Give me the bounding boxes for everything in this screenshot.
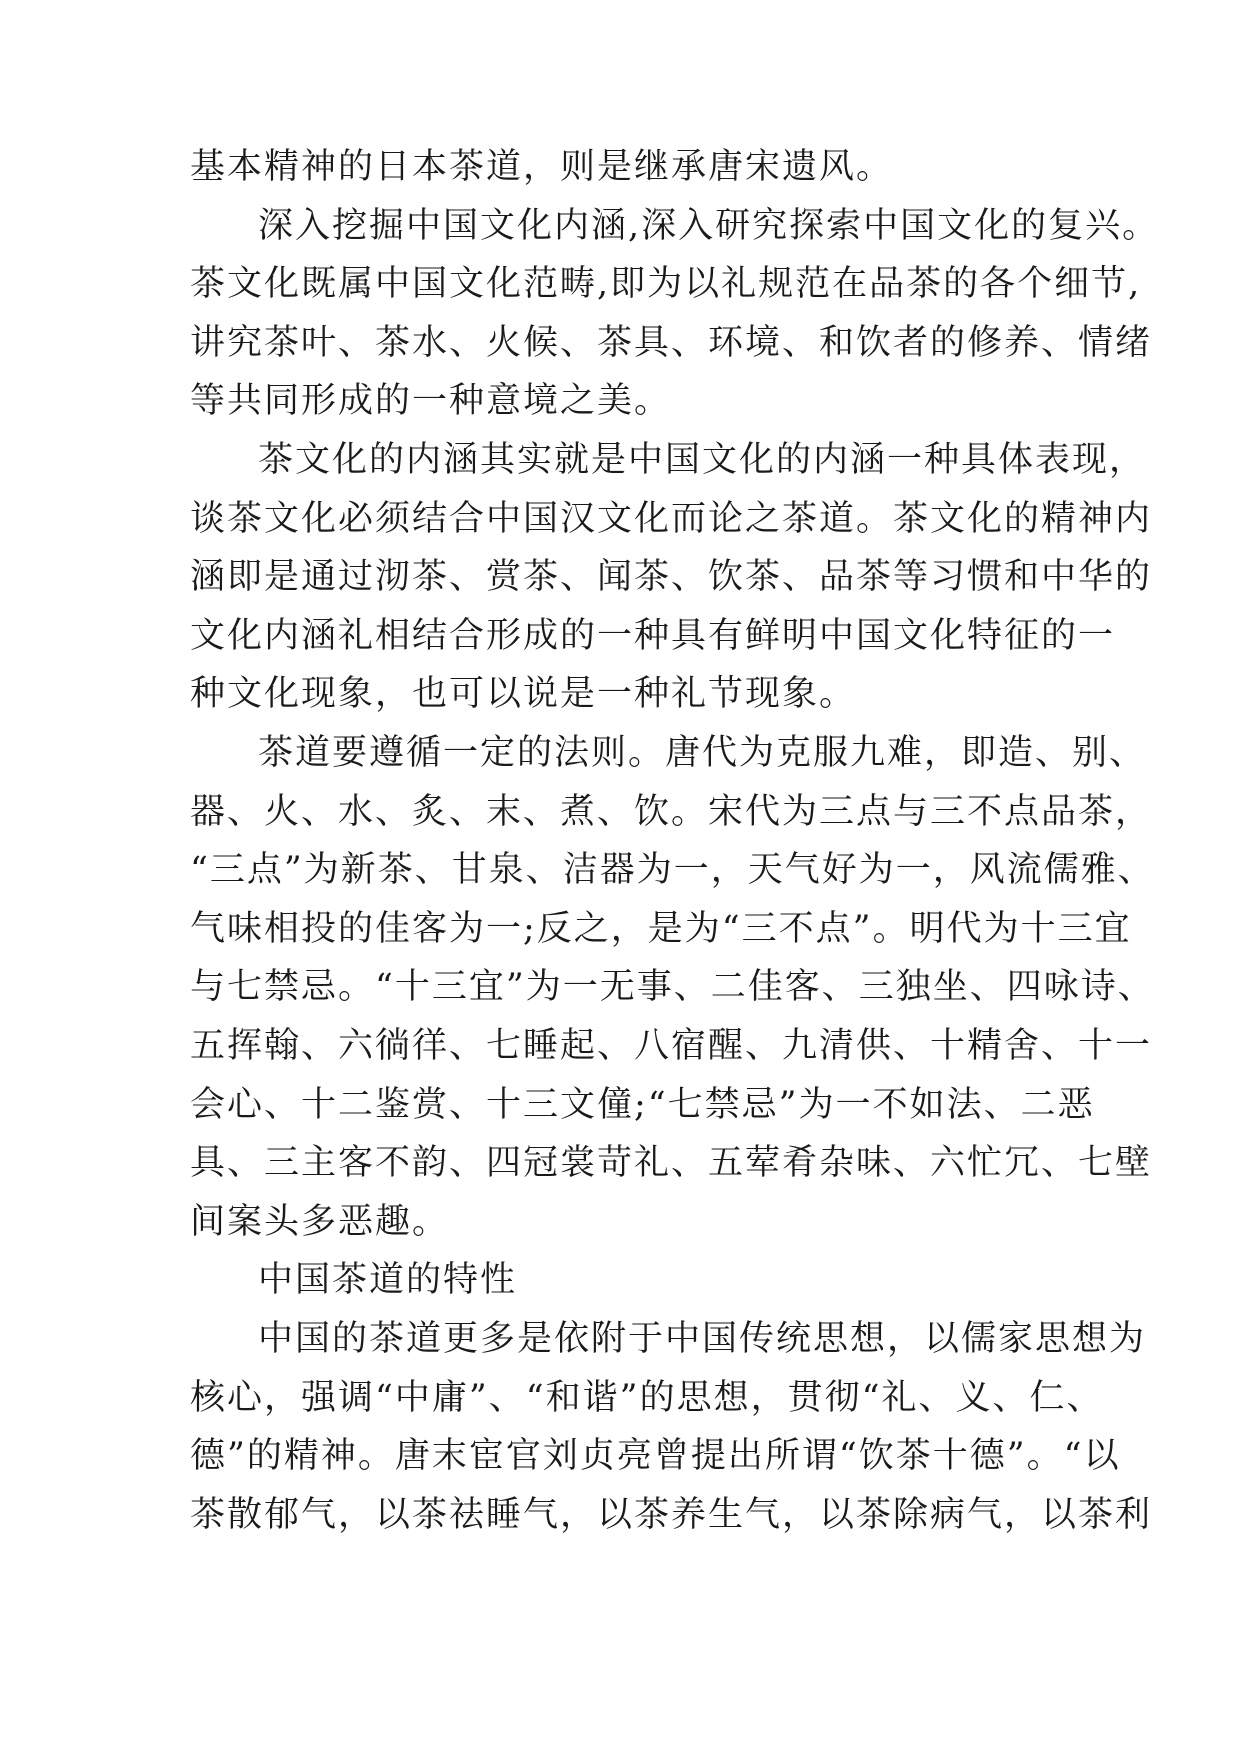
text-line: 基本精神的日本茶道，则是继承唐宋遗风。 — [190, 147, 894, 187]
text-line: 气味相投的佳客为一;反之，是为“三不点”。明代为十三宜 — [190, 908, 1132, 949]
text-line: 中国的茶道更多是依附于中国传统思想，以儒家思想为 — [258, 1319, 1147, 1359]
text-line: 具、三主客不韵、四冠裳苛礼、五荤肴杂味、六忙冗、七壁 — [190, 1143, 1153, 1184]
text-line: 种文化现象，也可以说是一种礼节现象。 — [190, 674, 857, 715]
text-line: 谈茶文化必须结合中国汉文化而论之茶道。茶文化的精神内 — [190, 498, 1153, 539]
text-line: 文化内涵礼相结合形成的一种具有鲜明中国文化特征的一 — [190, 615, 1116, 656]
text-line: 会心、十二鉴赏、十三文僮;“七禁忌”为一不如法、二恶 — [190, 1084, 1095, 1125]
text-line: 核心，强调“中庸”、“和谐”的思想，贯彻“礼、义、仁、 — [190, 1377, 1104, 1418]
text-line: 器、火、水、炙、末、煮、饮。宋代为三点与三不点品茶， — [190, 791, 1153, 832]
text-line: “三点”为新茶、甘泉、洁器为一，天气好为一，风流儒雅、 — [190, 850, 1155, 891]
text-line: 讲究茶叶、茶水、火候、茶具、环境、和饮者的修养、情绪 — [190, 322, 1153, 363]
text-line: 五挥翰、六徜徉、七睡起、八宿醒、九清供、十精舍、十一 — [190, 1026, 1153, 1066]
text-line: 与七禁忌。“十三宜”为一无事、二佳客、三独坐、四咏诗、 — [190, 967, 1155, 1008]
text-line: 德”的精神。唐末宦官刘贞亮曾提出所谓“饮茶十德”。“以 — [190, 1436, 1121, 1477]
text-line: 涵即是通过沏茶、赏茶、闻茶、饮茶、品茶等习惯和中华的 — [190, 557, 1153, 598]
text-line: 茶散郁气，以茶祛睡气，以茶养生气，以茶除病气，以茶利 — [190, 1494, 1153, 1535]
text-line: 等共同形成的一种意境之美。 — [190, 381, 672, 422]
text-line: 间案头多恶趣。 — [190, 1201, 450, 1242]
text-line: 茶道要遵循一定的法则。唐代为克服九难，即造、别、 — [258, 733, 1147, 773]
text-line: 茶文化的内涵其实就是中国文化的内涵一种具体表现， — [258, 440, 1147, 480]
text-line: 中国茶道的特性 — [258, 1260, 518, 1301]
text-line: 深入挖掘中国文化内涵,深入研究探索中国文化的复兴。 — [258, 205, 1160, 246]
text-line: 茶文化既属中国文化范畴,即为以礼规范在品茶的各个细节, — [190, 264, 1142, 305]
